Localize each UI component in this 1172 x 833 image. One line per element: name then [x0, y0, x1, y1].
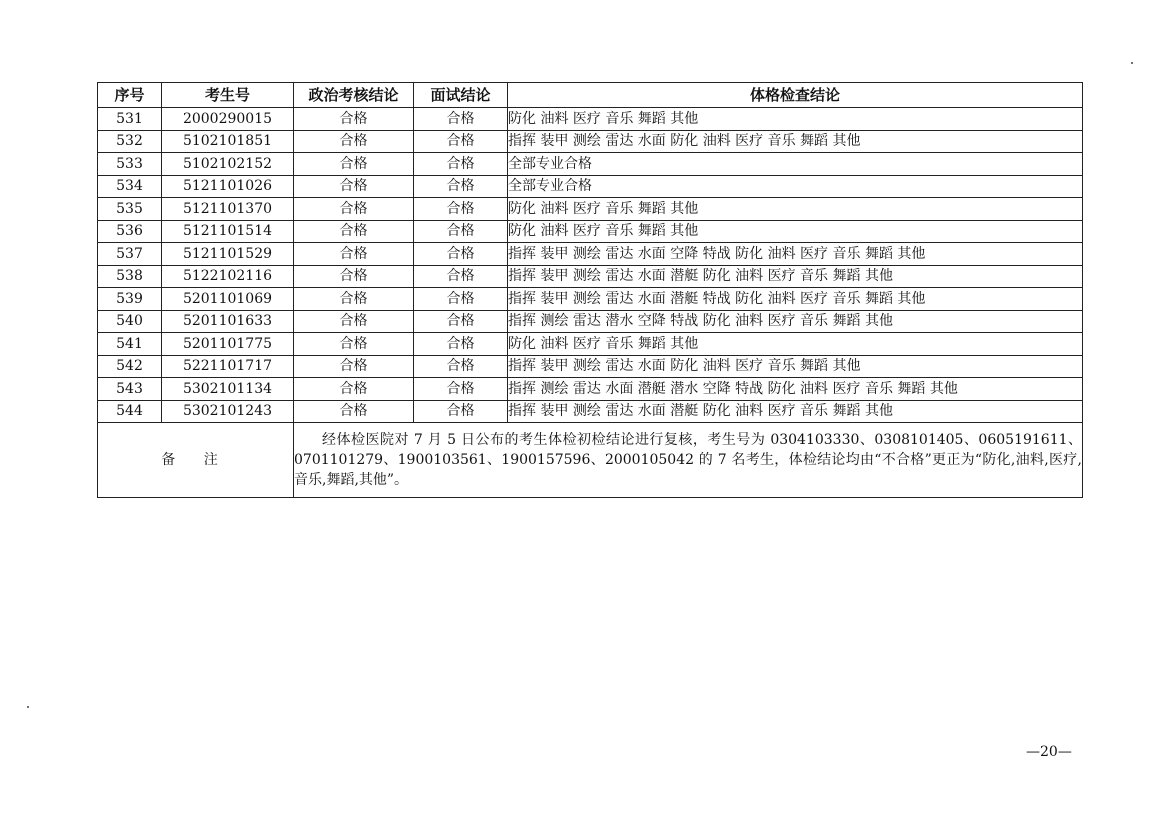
cell-physical: 防化 油料 医疗 音乐 舞蹈 其他 — [508, 198, 1083, 221]
cell-interview: 合格 — [414, 108, 508, 131]
cell-seq: 544 — [98, 400, 162, 423]
cell-physical: 指挥 装甲 测绘 雷达 水面 潜艇 防化 油料 医疗 音乐 舞蹈 其他 — [508, 265, 1083, 288]
cell-physical: 指挥 装甲 测绘 雷达 水面 防化 油料 医疗 音乐 舞蹈 其他 — [508, 355, 1083, 378]
table-row — [98, 243, 1083, 266]
cell-candidate-id: 2000290015 — [162, 108, 294, 131]
cell-seq: 538 — [98, 265, 162, 288]
results-sheet — [97, 82, 1082, 498]
cell-political: 合格 — [294, 400, 414, 423]
cell-political: 合格 — [294, 198, 414, 221]
cell-candidate-id: 5102101851 — [162, 130, 294, 153]
cell-political: 合格 — [294, 265, 414, 288]
cell-physical: 指挥 测绘 雷达 潜水 空降 特战 防化 油料 医疗 音乐 舞蹈 其他 — [508, 310, 1083, 333]
cell-interview: 合格 — [414, 310, 508, 333]
cell-interview: 合格 — [414, 130, 508, 153]
cell-seq: 537 — [98, 243, 162, 266]
cell-political: 合格 — [294, 378, 414, 401]
table-row — [98, 288, 1083, 311]
cell-seq: 543 — [98, 378, 162, 401]
cell-seq: 531 — [98, 108, 162, 131]
remarks-text: 经体检医院对 7 月 5 日公布的考生体检初检结论进行复核，考生号为 0304103330、0308101405、0605191611、0701101279、1900103561、1900157596、2000105042 的 7 名考生，体检结论均由“不合格”更正为“防化,油料,医疗,音乐,舞蹈,其他”。 — [294, 423, 1083, 498]
cell-interview: 合格 — [414, 175, 508, 198]
cell-political: 合格 — [294, 175, 414, 198]
cell-candidate-id: 5121101370 — [162, 198, 294, 221]
remarks-row — [98, 423, 1083, 498]
header-physical-exam: 体格检查结论 — [508, 83, 1083, 108]
scan-speck — [1131, 62, 1133, 64]
header-seq: 序号 — [98, 83, 162, 108]
cell-physical: 全部专业合格 — [508, 153, 1083, 176]
cell-seq: 536 — [98, 220, 162, 243]
cell-physical: 指挥 装甲 测绘 雷达 水面 防化 油料 医疗 音乐 舞蹈 其他 — [508, 130, 1083, 153]
table-row — [98, 220, 1083, 243]
cell-interview: 合格 — [414, 400, 508, 423]
cell-physical: 全部专业合格 — [508, 175, 1083, 198]
cell-interview: 合格 — [414, 198, 508, 221]
cell-seq: 539 — [98, 288, 162, 311]
cell-candidate-id: 5122102116 — [162, 265, 294, 288]
cell-candidate-id: 5302101134 — [162, 378, 294, 401]
cell-political: 合格 — [294, 220, 414, 243]
cell-physical: 防化 油料 医疗 音乐 舞蹈 其他 — [508, 333, 1083, 356]
cell-physical: 指挥 测绘 雷达 水面 潜艇 潜水 空降 特战 防化 油料 医疗 音乐 舞蹈 其他 — [508, 378, 1083, 401]
table-row — [98, 333, 1083, 356]
cell-political: 合格 — [294, 333, 414, 356]
cell-physical: 指挥 装甲 测绘 雷达 水面 潜艇 防化 油料 医疗 音乐 舞蹈 其他 — [508, 400, 1083, 423]
cell-physical: 防化 油料 医疗 音乐 舞蹈 其他 — [508, 108, 1083, 131]
cell-seq: 541 — [98, 333, 162, 356]
table-row — [98, 153, 1083, 176]
remarks-label: 备 注 — [98, 423, 294, 498]
cell-candidate-id: 5201101633 — [162, 310, 294, 333]
cell-candidate-id: 5201101775 — [162, 333, 294, 356]
table-row — [98, 265, 1083, 288]
cell-interview: 合格 — [414, 153, 508, 176]
cell-candidate-id: 5121101529 — [162, 243, 294, 266]
cell-candidate-id: 5121101026 — [162, 175, 294, 198]
table-row — [98, 310, 1083, 333]
table-row — [98, 198, 1083, 221]
cell-political: 合格 — [294, 288, 414, 311]
cell-physical: 防化 油料 医疗 音乐 舞蹈 其他 — [508, 220, 1083, 243]
cell-seq: 535 — [98, 198, 162, 221]
cell-political: 合格 — [294, 243, 414, 266]
cell-seq: 533 — [98, 153, 162, 176]
cell-candidate-id: 5221101717 — [162, 355, 294, 378]
cell-interview: 合格 — [414, 220, 508, 243]
cell-physical: 指挥 装甲 测绘 雷达 水面 潜艇 特战 防化 油料 医疗 音乐 舞蹈 其他 — [508, 288, 1083, 311]
table-row — [98, 355, 1083, 378]
table-row — [98, 175, 1083, 198]
header-candidate-id: 考生号 — [162, 83, 294, 108]
cell-political: 合格 — [294, 310, 414, 333]
cell-interview: 合格 — [414, 378, 508, 401]
cell-seq: 542 — [98, 355, 162, 378]
cell-political: 合格 — [294, 130, 414, 153]
table-row — [98, 108, 1083, 131]
scan-speck — [27, 706, 29, 708]
cell-seq: 534 — [98, 175, 162, 198]
cell-seq: 540 — [98, 310, 162, 333]
cell-political: 合格 — [294, 108, 414, 131]
cell-candidate-id: 5102102152 — [162, 153, 294, 176]
cell-candidate-id: 5201101069 — [162, 288, 294, 311]
cell-interview: 合格 — [414, 288, 508, 311]
cell-interview: 合格 — [414, 355, 508, 378]
header-political-review: 政治考核结论 — [294, 83, 414, 108]
table-header-row — [98, 83, 1083, 108]
header-interview-result: 面试结论 — [414, 83, 508, 108]
table-row — [98, 130, 1083, 153]
cell-interview: 合格 — [414, 333, 508, 356]
table-row — [98, 378, 1083, 401]
cell-interview: 合格 — [414, 265, 508, 288]
page-number: —20— — [1026, 744, 1072, 760]
cell-candidate-id: 5302101243 — [162, 400, 294, 423]
cell-interview: 合格 — [414, 243, 508, 266]
table-row — [98, 400, 1083, 423]
cell-political: 合格 — [294, 153, 414, 176]
cell-political: 合格 — [294, 355, 414, 378]
cell-candidate-id: 5121101514 — [162, 220, 294, 243]
results-table — [97, 82, 1083, 498]
cell-seq: 532 — [98, 130, 162, 153]
cell-physical: 指挥 装甲 测绘 雷达 水面 空降 特战 防化 油料 医疗 音乐 舞蹈 其他 — [508, 243, 1083, 266]
